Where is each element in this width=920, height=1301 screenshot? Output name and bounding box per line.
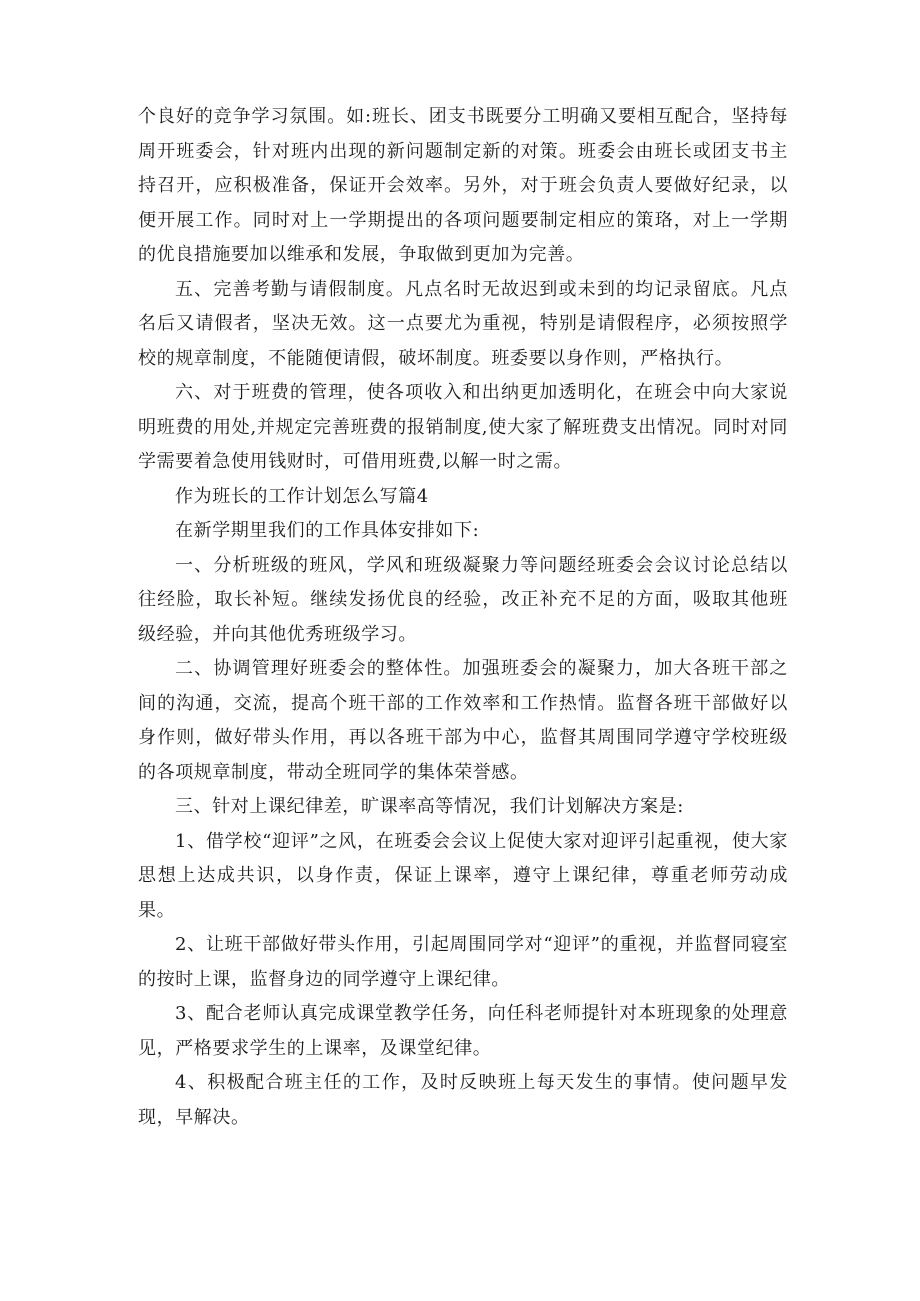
paragraph-subitem-3: 3、配合老师认真完成课堂教学任务，向任科老师提针对本班现象的处理意见，严格要求学生的上课率，及课堂纪律。 [138, 1003, 788, 1059]
paragraph-attendance: 五、完善考勤与请假制度。凡点名时无故迟到或未到的均记录留底。凡点名后又请假者，坚决无效。这一点要尤为重视，特别是请假程序，必须按照学校的规章制度，不能随便请假，破坏制度。班委要以身作则，严格执行。 [138, 278, 788, 369]
paragraph-subitem-1: 1、借学校“迎评”之风，在班委会会议上促使大家对迎评引起重视，使大家思想上达成共识，以身作责，保证上课率，遵守上课纪律，尊重老师劳动成果。 [138, 830, 788, 921]
paragraph-item-2: 二、协调管理好班委会的整体性。加强班委会的凝聚力，加大各班干部之间的沟通，交流，提高个班干部的工作效率和工作热情。监督各班干部做好以身作则，做好带头作用，再以各班干部为中心，监督其周围同学遵守学校班级的各项规章制度，带动全班同学的集体荣誉感。 [138, 658, 788, 783]
document-body [138, 100, 788, 1135]
paragraph-item-1: 一、分析班级的班风，学风和班级凝聚力等问题经班委会会议讨论总结以往经脸，取长补短。继续发扬优良的经验，改正补充不足的方面，吸取其他班级经验，并向其他优秀班级学习。 [138, 554, 788, 645]
paragraph-continuation: 个良好的竞争学习氛围。如:班长、团支书既要分工明确又要相互配合，坚持每周开班委会，针对班内出现的新问题制定新的对策。班委会由班长或团支书主持召开，应积极准备，保证开会效率。另外，对于班会负责人要做好纪录，以便开展工作。同时对上一学期提出的各项问题要制定相应的策珞，对上一学期的优良措施要加以维承和发展，争取做到更加为完善。 [138, 106, 788, 265]
paragraph-class-fund: 六、对于班费的管理，使各项收入和出纳更加透明化，在班会中向大家说明班费的用处,并规定完善班费的报销制度,使大家了解班费支出情况。同时对同学需要着急使用钱财时，可借用班费,以解一时之需。 [138, 382, 788, 472]
paragraph-item-3: 三、针对上课纪律差，旷课率高等情况，我们计划解决方案是: [175, 796, 684, 817]
paragraph-subitem-2: 2、让班干部做好带头作用，引起周围同学对“迎评”的重视，并监督同寝室的按时上课，监督身边的同学遵守上课纪律。 [138, 934, 788, 990]
paragraph-intro: 在新学期里我们的工作具体安排如下: [175, 520, 480, 541]
paragraph-subitem-4: 4、积极配合班主任的工作，及时反映班上每天发生的事情。使问题早发现，早解决。 [138, 1072, 788, 1128]
section-heading: 作为班长的工作计划怎么写篇4 [175, 485, 429, 507]
